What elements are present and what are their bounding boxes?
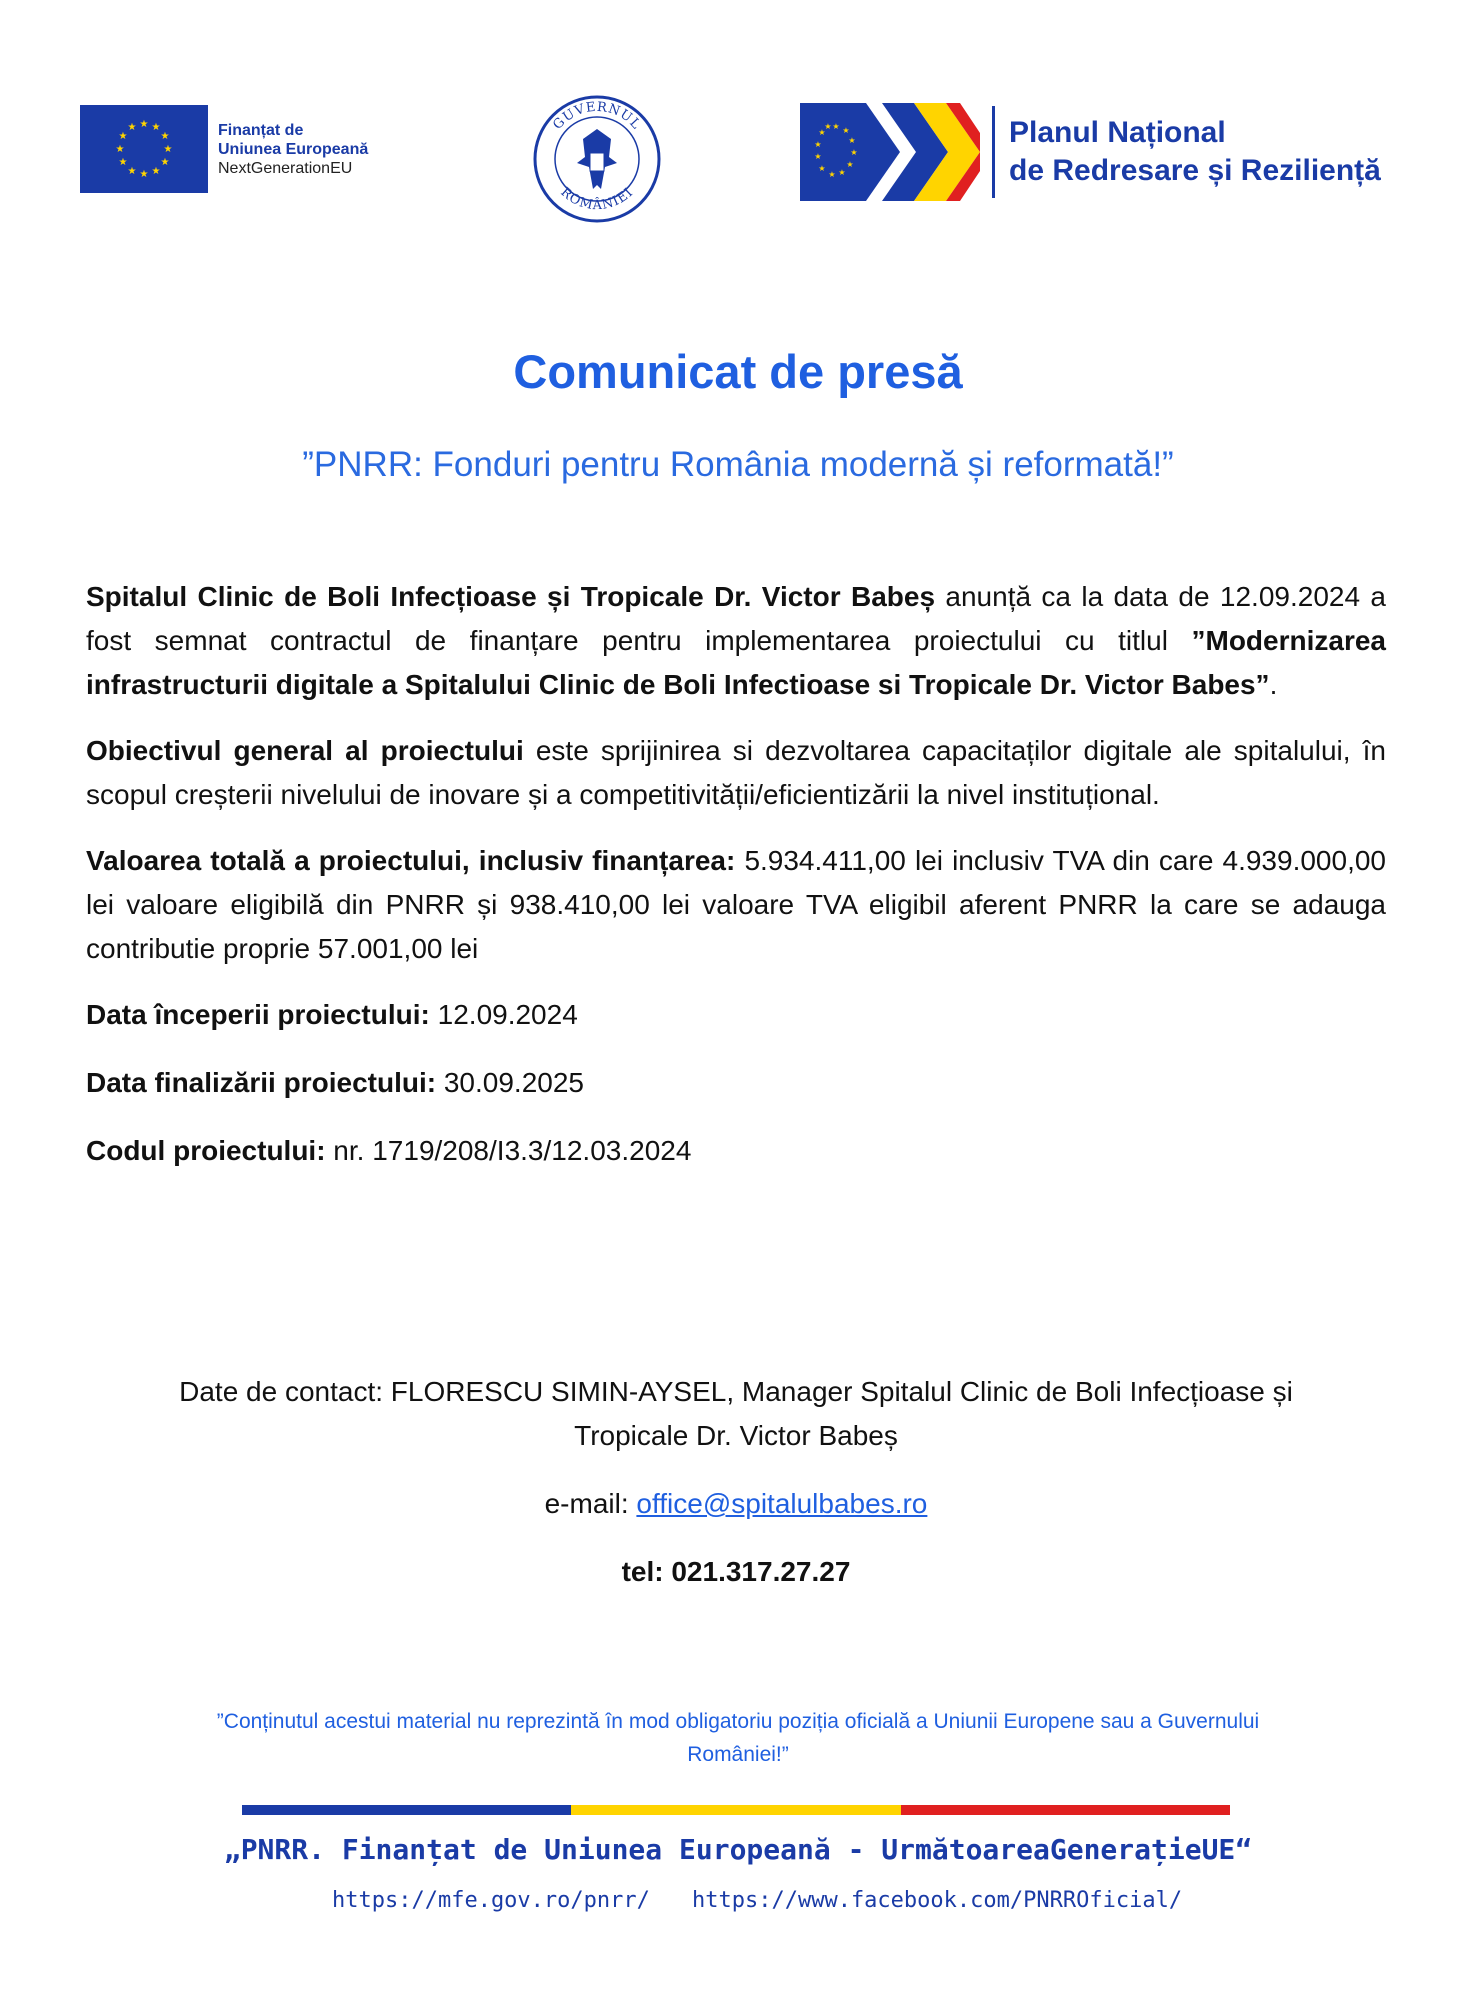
tricolor-yellow	[571, 1805, 900, 1815]
contact-line1: Date de contact: FLORESCU SIMIN-AYSEL, Manager Spitalul Clinic de Boli Infecțioase și	[179, 1376, 1293, 1407]
svg-text:★: ★	[160, 157, 170, 168]
svg-text:★: ★	[139, 169, 149, 180]
svg-text:★: ★	[151, 166, 161, 177]
eu-logo-line1: Finanțat de	[218, 121, 304, 139]
disclaimer	[120, 1705, 1356, 1771]
project-code-value: nr. 1719/208/I3.3/12.03.2024	[325, 1135, 692, 1166]
pnrr-divider	[992, 106, 995, 198]
eu-funding-logo	[80, 103, 410, 195]
project-code-label: Codul proiectului:	[86, 1135, 326, 1166]
government-seal-icon	[531, 93, 663, 225]
page-title: Comunicat de presă	[513, 345, 963, 398]
svg-text:★: ★	[818, 164, 826, 173]
svg-text:★: ★	[139, 119, 149, 130]
pnrr-logo-line2: de Redresare și Reziliență	[1009, 154, 1381, 187]
svg-text:★: ★	[127, 166, 137, 177]
contact-email	[86, 1482, 1386, 1526]
contact-section	[86, 1370, 1386, 1618]
announcement-end: .	[1269, 669, 1278, 700]
svg-text:★: ★	[848, 136, 856, 145]
svg-text:★: ★	[828, 170, 836, 179]
svg-text:★: ★	[163, 144, 173, 155]
svg-text:★: ★	[814, 152, 822, 161]
page-subtitle: ”PNRR: Fonduri pentru România modernă și reformată!”	[302, 445, 1174, 484]
paragraph-objective	[86, 729, 1386, 817]
pnrr-logo-line1: Planul Național	[1009, 116, 1226, 149]
project-title: ”Modernizarea infrastructurii digitale a Spitalului Clinic de Boli Infectioase si Tropicale Dr. Victor Babes”	[86, 625, 1386, 700]
svg-text:★: ★	[846, 160, 854, 169]
start-date	[86, 993, 1386, 1037]
eu-flag-icon	[80, 105, 208, 193]
svg-text:★: ★	[824, 122, 832, 131]
svg-text:★: ★	[842, 126, 850, 135]
contact-details	[86, 1370, 1386, 1458]
eu-logo-line2: Uniunea Europeană	[218, 140, 369, 158]
svg-text:★: ★	[838, 168, 846, 177]
contact-line2: Tropicale Dr. Victor Babeș	[574, 1420, 898, 1451]
start-date-value: 12.09.2024	[429, 999, 578, 1030]
svg-text:★: ★	[115, 144, 125, 155]
svg-text:GUVERNUL: GUVERNUL	[550, 99, 644, 133]
disclaimer-line2: României!”	[687, 1743, 789, 1766]
email-label: e-mail:	[544, 1488, 637, 1519]
svg-text:★: ★	[832, 122, 840, 131]
footer-link-facebook[interactable]: https://www.facebook.com/PNRROficial/	[692, 1888, 1183, 1913]
paragraph-announcement	[86, 575, 1386, 707]
svg-text:ROMÂNIEI: ROMÂNIEI	[557, 184, 637, 214]
end-date-label: Data finalizării proiectului:	[86, 1067, 437, 1098]
eu-logo-line3: NextGenerationEU	[218, 159, 353, 177]
value-label: Valoarea totală a proiectului, inclusiv finanțarea:	[86, 845, 736, 876]
svg-text:★: ★	[818, 128, 826, 137]
value-text: 5.934.411,00 lei inclusiv TVA din care 4.939.000,00 lei valoare eligibilă din PNRR și 938.410,00 lei valoare TVA eligibil aferent PNRR la care se adauga contributie proprie 57.001,00 lei	[86, 845, 1386, 964]
svg-text:★: ★	[814, 140, 822, 149]
svg-text:★: ★	[118, 131, 128, 142]
start-date-label: Data începerii proiectului:	[86, 999, 430, 1030]
pnrr-logo	[800, 103, 1400, 201]
objective-label: Obiectivul general al proiectului	[86, 735, 524, 766]
footer-slogan: „PNRR. Finanțat de Uniunea Europeană - UrmătoareaGenerațieUE“	[223, 1833, 1253, 1866]
announcement-text: anunță ca la data de 12.09.2024 a fost semnat contractul de finanțare pentru implementarea proiectului cu titlul	[86, 581, 1386, 656]
svg-text:★: ★	[850, 148, 858, 157]
press-release-body	[86, 575, 1386, 1197]
svg-text:★: ★	[118, 157, 128, 168]
disclaimer-line1: ”Conținutul acestui material nu reprezintă în mod obligatoriu poziția oficială a Uniunii Europene sau a Guvernului	[216, 1710, 1260, 1733]
objective-text: este sprijinirea si dezvoltarea capacitaților digitale ale spitalului, în scopul creșterii nivelului de inovare și a competitivității/eficientizării la nivel instituțional.	[86, 735, 1386, 810]
romanian-tricolor-bar	[242, 1805, 1230, 1815]
project-code	[86, 1129, 1386, 1173]
end-date-value: 30.09.2025	[436, 1067, 584, 1098]
svg-text:★: ★	[160, 131, 170, 142]
footer-link-mfe[interactable]: https://mfe.gov.ro/pnrr/	[332, 1888, 650, 1913]
tricolor-red	[901, 1805, 1230, 1815]
paragraph-value	[86, 839, 1386, 971]
hospital-name: Spitalul Clinic de Boli Infecțioase și Tropicale Dr. Victor Babeș	[86, 581, 936, 612]
end-date	[86, 1061, 1386, 1105]
svg-text:★: ★	[151, 122, 161, 133]
email-link[interactable]: office@spitalulbabes.ro	[636, 1488, 928, 1519]
svg-text:★: ★	[127, 122, 137, 133]
tricolor-blue	[242, 1805, 571, 1815]
pnrr-flags-icon	[800, 103, 980, 201]
contact-phone: tel: 021.317.27.27	[621, 1556, 851, 1587]
